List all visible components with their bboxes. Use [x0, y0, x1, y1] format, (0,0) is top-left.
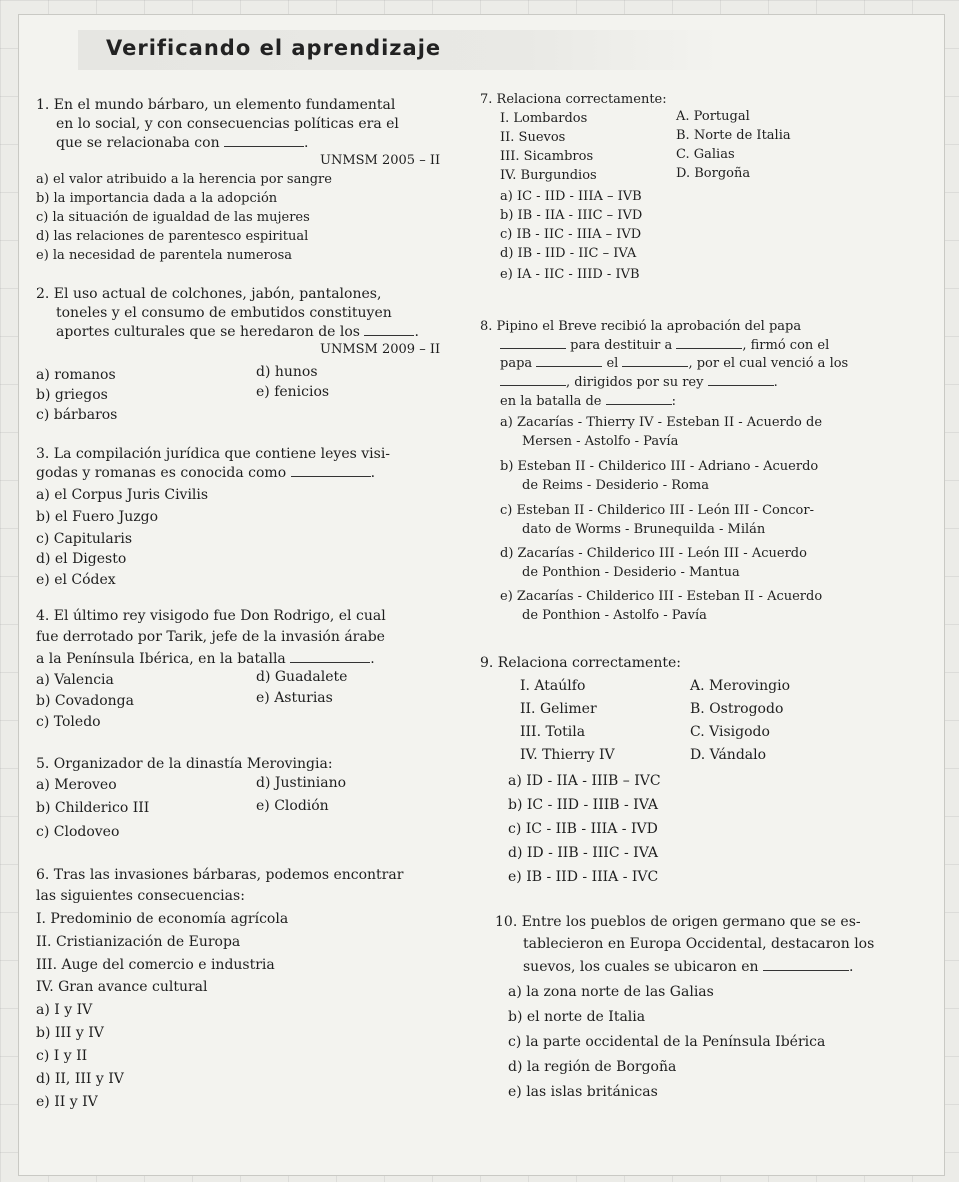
q8-stem-line: 8. Pipino el Breve recibió la aprobación del papa [480, 319, 802, 334]
q9-option-e: e) IB - IID - IIIA - IVC [508, 869, 659, 885]
q1-option-a: a) el valor atribuido a la herencia por sangre [36, 172, 332, 187]
answer-blank [500, 376, 566, 386]
q10-stem-line: suevos, los cuales se ubicaron en . [523, 959, 854, 975]
q1-option-c: c) la situación de igualdad de las mujeres [36, 210, 310, 225]
q7-right-item: C. Galias [676, 147, 735, 162]
answer-blank [224, 137, 304, 147]
q6-item: II. Cristianización de Europa [36, 934, 241, 950]
q1-source: UNMSM 2005 – II [320, 153, 441, 168]
q2-stem-line: 2. El uso actual de colchones, jabón, pantalones, [36, 286, 382, 302]
q8-option-b: b) Esteban II - Childerico III - Adriano - Acuerdo [500, 459, 819, 474]
answer-blank [500, 339, 566, 349]
q1-stem-line: que se relacionaba con . [56, 135, 309, 151]
q9-option-d: d) ID - IIB - IIIC - IVA [508, 845, 658, 861]
q5-option-a: a) Meroveo [36, 777, 117, 793]
q8-stem-line: para destituir a , firmó con el [500, 339, 829, 352]
q2-option-b: b) griegos [36, 387, 108, 403]
q2-option-e: e) fenicios [256, 384, 330, 400]
answer-blank [606, 395, 672, 405]
q10-option-d: d) la región de Borgoña [508, 1059, 677, 1075]
q7-option-b: b) IB - IIA - IIIC – IVD [500, 208, 643, 223]
q7-left-item: III. Sicambros [500, 149, 594, 164]
q7-right-item: B. Norte de Italia [676, 128, 791, 143]
q7-stem: 7. Relaciona correctamente: [480, 92, 667, 107]
q10-stem-line: 10. Entre los pueblos de origen germano que se es- [495, 914, 861, 930]
q1-stem-line: 1. En el mundo bárbaro, un elemento fundamental [36, 97, 396, 113]
q6-option-d: d) II, III y IV [36, 1071, 124, 1087]
q6-option-c: c) I y II [36, 1048, 88, 1064]
q3-stem-line: godas y romanas es conocida como . [36, 465, 376, 481]
q4-stem-line: fue derrotado por Tarik, jefe de la invasión árabe [36, 629, 385, 645]
q7-left-item: IV. Burgundios [500, 168, 597, 183]
answer-blank [536, 357, 602, 367]
q8-option-e-cont: de Ponthion - Astolfo - Pavía [522, 608, 707, 623]
q7-right-item: D. Borgoña [676, 166, 751, 181]
q6-item: I. Predominio de economía agrícola [36, 911, 289, 927]
q9-right-item: B. Ostrogodo [690, 701, 784, 717]
q9-left-item: III. Totila [520, 724, 586, 740]
q1-option-d: d) las relaciones de parentesco espiritual [36, 229, 309, 244]
q2-stem-line: aportes culturales que se heredaron de los . [56, 324, 419, 340]
q6-stem-line: las siguientes consecuencias: [36, 888, 245, 904]
q7-option-a: a) IC - IID - IIIA – IVB [500, 189, 642, 204]
q8-option-a-cont: Mersen - Astolfo - Pavía [522, 434, 679, 449]
q2-stem-line: toneles y el consumo de embutidos constituyen [56, 305, 392, 321]
answer-blank [622, 357, 688, 367]
q10-option-a: a) la zona norte de las Galias [508, 984, 714, 1000]
q8-option-e: e) Zacarías - Childerico III - Esteban II - Acuerdo [500, 589, 823, 604]
q4-stem-line: a la Península Ibérica, en la batalla . [36, 651, 375, 667]
q7-option-c: c) IB - IIC - IIIA – IVD [500, 227, 642, 242]
section-banner [78, 30, 718, 70]
q6-item: III. Auge del comercio e industria [36, 957, 275, 973]
q4-option-e: e) Asturias [256, 690, 333, 706]
q10-option-c: c) la parte occidental de la Península Ibérica [508, 1034, 826, 1050]
q5-stem: 5. Organizador de la dinastía Merovingia: [36, 756, 333, 772]
q2-option-d: d) hunos [256, 364, 318, 380]
q7-option-e: e) IA - IIC - IIID - IVB [500, 267, 640, 282]
q4-option-a: a) Valencia [36, 672, 114, 688]
q4-option-c: c) Toledo [36, 714, 101, 730]
q8-stem-line: , dirigidos por su rey . [500, 376, 778, 389]
q6-option-e: e) II y IV [36, 1094, 98, 1110]
q8-option-c-cont: dato de Worms - Brunequilda - Milán [522, 522, 766, 537]
q9-left-item: IV. Thierry IV [520, 747, 615, 763]
q6-option-a: a) I y IV [36, 1002, 93, 1018]
answer-blank [364, 326, 414, 336]
q8-option-d: d) Zacarías - Childerico III - León III - Acuerdo [500, 546, 807, 561]
answer-blank [763, 961, 849, 971]
q9-right-item: C. Visigodo [690, 724, 770, 740]
answer-blank [676, 339, 742, 349]
q8-stem-line: en la batalla de : [500, 394, 677, 409]
q4-option-d: d) Guadalete [256, 669, 348, 685]
q7-option-d: d) IB - IID - IIC – IVA [500, 246, 637, 261]
q6-stem-line: 6. Tras las invasiones bárbaras, podemos encontrar [36, 867, 404, 883]
q10-stem-line: tablecieron en Europa Occidental, destacaron los [523, 936, 875, 952]
q6-option-b: b) III y IV [36, 1025, 104, 1041]
q7-left-item: II. Suevos [500, 130, 566, 145]
q3-option-a: a) el Corpus Juris Civilis [36, 487, 209, 503]
q6-item: IV. Gran avance cultural [36, 979, 208, 995]
q2-source: UNMSM 2009 – II [320, 342, 441, 357]
q3-option-b: b) el Fuero Juzgo [36, 509, 159, 525]
answer-blank [290, 653, 370, 663]
q5-option-d: d) Justiniano [256, 775, 347, 791]
q10-option-e: e) las islas británicas [508, 1084, 658, 1100]
q9-option-a: a) ID - IIA - IIIB – IVC [508, 773, 661, 789]
q3-option-e: e) el Códex [36, 572, 116, 588]
q2-option-c: c) bárbaros [36, 407, 118, 423]
q10-option-b: b) el norte de Italia [508, 1009, 646, 1025]
q7-right-item: A. Portugal [676, 109, 750, 124]
q2-option-a: a) romanos [36, 367, 116, 383]
q3-option-c: c) Capitularis [36, 531, 133, 547]
q8-option-a: a) Zacarías - Thierry IV - Esteban II - Acuerdo de [500, 415, 823, 430]
q3-stem-line: 3. La compilación jurídica que contiene leyes visi- [36, 446, 391, 462]
q3-option-d: d) el Digesto [36, 551, 127, 567]
q5-option-b: b) Childerico III [36, 800, 150, 816]
q9-option-b: b) IC - IID - IIIB - IVA [508, 797, 658, 813]
section-title: Verificando el aprendizaje [106, 36, 442, 60]
q7-left-item: I. Lombardos [500, 111, 588, 126]
q5-option-c: c) Clodoveo [36, 824, 120, 840]
q9-right-item: D. Vándalo [690, 747, 767, 763]
q9-left-item: II. Gelimer [520, 701, 597, 717]
answer-blank [708, 376, 774, 386]
q1-option-e: e) la necesidad de parentela numerosa [36, 248, 293, 263]
answer-blank [291, 467, 371, 477]
q8-option-c: c) Esteban II - Childerico III - León III - Concor- [500, 503, 814, 518]
q9-left-item: I. Ataúlfo [520, 678, 586, 694]
q4-option-b: b) Covadonga [36, 693, 134, 709]
q5-option-e: e) Clodión [256, 798, 329, 814]
q1-stem-line: en lo social, y con consecuencias políticas era el [56, 116, 399, 132]
q9-stem: 9. Relaciona correctamente: [480, 655, 681, 671]
q9-right-item: A. Merovingio [690, 678, 791, 694]
q4-stem-line: 4. El último rey visigodo fue Don Rodrigo, el cual [36, 608, 386, 624]
q8-stem-line: papa el , por el cual venció a los [500, 356, 849, 371]
q8-option-b-cont: de Reims - Desiderio - Roma [522, 478, 709, 493]
q9-option-c: c) IC - IIB - IIIA - IVD [508, 821, 658, 837]
q8-option-d-cont: de Ponthion - Desiderio - Mantua [522, 565, 740, 580]
q1-option-b: b) la importancia dada a la adopción [36, 191, 278, 206]
